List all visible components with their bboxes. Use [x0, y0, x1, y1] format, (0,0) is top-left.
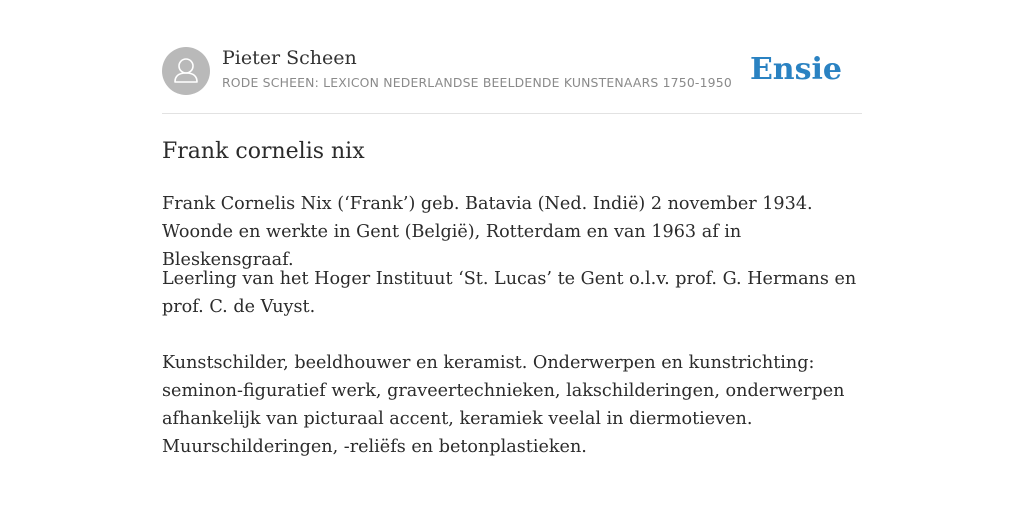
article-title: Frank cornelis nix	[162, 139, 365, 164]
user-icon	[162, 47, 210, 95]
author-name[interactable]: Pieter Scheen	[222, 47, 357, 69]
article-paragraph: Leerling van het Hoger Instituut ‘St. Lucas’ te Gent o.l.v. prof. G. Hermans en prof. C. de Vuyst.	[162, 269, 857, 317]
article-paragraph: Kunstschilder, beeldhouwer en keramist. Onderwerpen en kunstrichting: seminon-figuratief werk, graveertechnieken, lakschilderingen, onderwerpen afhankelijk van picturaal accent, keramiek veelal in diermotieven. Muurschilderingen, -reliëfs en betonplastieken.	[162, 353, 845, 457]
author-header	[162, 46, 862, 96]
brand-logo[interactable]: Ensie	[749, 52, 842, 87]
avatar[interactable]	[162, 47, 210, 95]
divider	[162, 113, 862, 114]
source-title[interactable]: RODE SCHEEN: LEXICON NEDERLANDSE BEELDENDE KUNSTENAARS 1750-1950	[222, 75, 732, 90]
article-paragraph: Frank Cornelis Nix (‘Frank’) geb. Batavia (Ned. Indië) 2 november 1934. Woonde en werkte in Gent (België), Rotterdam en van 1963 af in Bleskensgraaf.	[162, 194, 813, 270]
